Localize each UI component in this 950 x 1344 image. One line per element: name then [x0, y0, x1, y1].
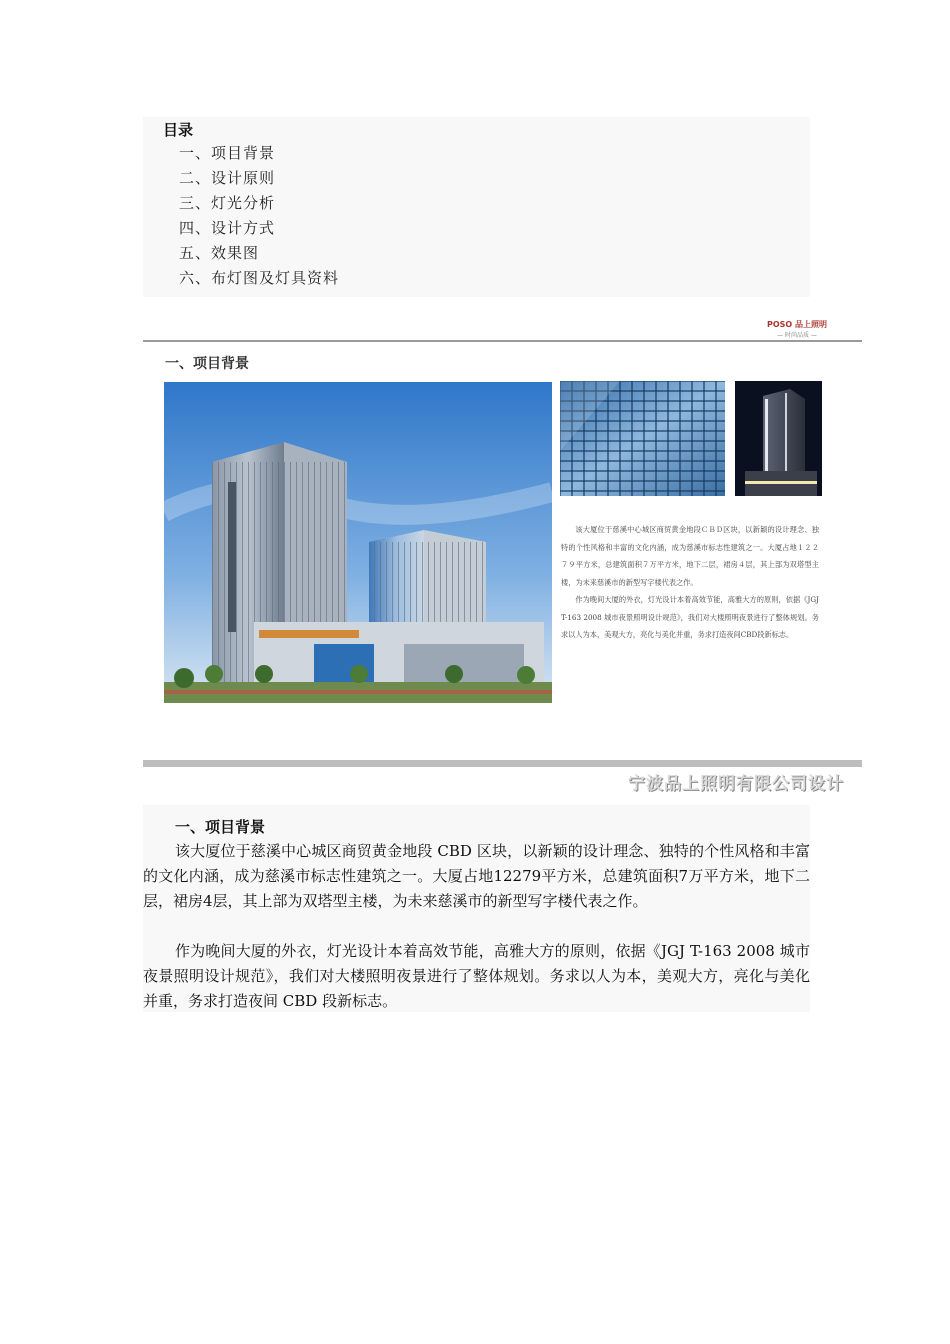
building-rendering-image [164, 382, 552, 703]
body-paragraph-2: 作为晚间大厦的外衣，灯光设计本着高效节能，高雅大方的原则，依据《JGJ T-163 2008 城市夜景照明设计规范》，我们对大楼照明夜景进行了整体规划。务求以人为本，美观大方，亮化与美化并重，务求打造夜间 CBD 段新标志。 [143, 942, 810, 1010]
slide-bottom-bar [143, 760, 862, 767]
brand-tagline: — 时尚品质 — [777, 332, 817, 339]
slide-description [561, 521, 819, 644]
toc-item-6: 六、布灯图及灯具资料 [179, 269, 340, 287]
slide-divider [143, 340, 862, 342]
toc-item-1: 一、项目背景 [179, 144, 276, 162]
brand-logo [742, 319, 852, 339]
slide-description-paragraph-2: 作为晚间大厦的外衣，灯光设计本着高效节能，高雅大方的原则，依据《JGJ T-163 2008 城市夜景照明设计规范》，我们对大楼照明夜景进行了整体规划。务求以人为本，美观大方，亮化与美化并重，务求打造夜间CBD段新标志。 [561, 595, 819, 639]
body-paragraph-1: 该大厦位于慈溪中心城区商贸黄金地段 CBD 区块，以新颖的设计理念、独特的个性风格和丰富的文化内涵，成为慈溪市标志性建筑之一。大厦占地12279平方米，总建筑面积7万平方米，地下二层，裙房4层，其上部为双塔型主楼，为未来慈溪市的新型写字楼代表之作。 [143, 842, 810, 910]
brand-name: POSO 品上照明 [766, 320, 827, 329]
toc-title: 目录 [163, 121, 194, 139]
curtain-wall-detail-image [560, 381, 725, 496]
section-heading: 一、项目背景 [175, 818, 266, 836]
toc-item-3: 三、灯光分析 [179, 194, 276, 212]
toc-item-2: 二、设计原则 [179, 169, 276, 187]
slide-image [143, 297, 862, 805]
slide-footer: 宁波品上照明有限公司设计 [628, 774, 844, 794]
night-view-image [735, 381, 822, 496]
slide-description-paragraph-1: 该大厦位于慈溪中心城区商贸黄金地段ＣＢＤ区块，以新颖的设计理念、独特的个性风格和丰富的文化内涵，成为慈溪市标志性建筑之一。大厦占地１２２７９平方米，总建筑面积７万平方米，地下二层，裙房４层，其上部为双塔型主楼，为未来慈溪市的新型写字楼代表之作。 [561, 525, 819, 587]
toc-item-5: 五、效果图 [179, 244, 260, 262]
slide-heading: 一、项目背景 [165, 356, 249, 372]
table-of-contents [143, 117, 810, 297]
project-background-section [143, 805, 810, 1012]
toc-item-4: 四、设计方式 [179, 219, 276, 237]
